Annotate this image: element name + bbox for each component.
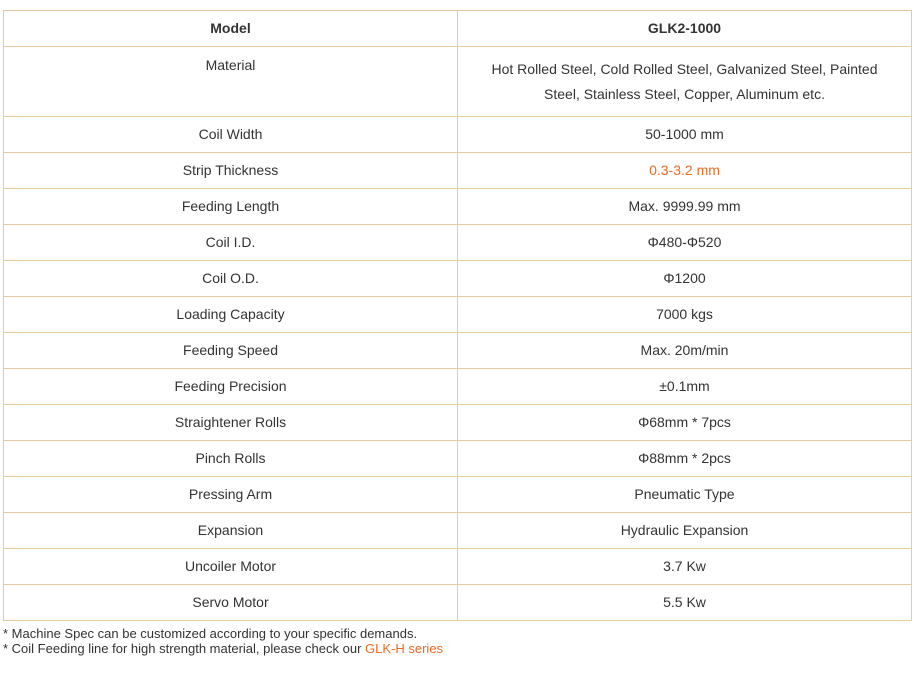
table-header-row [4,11,912,47]
row-value-highlight: 0.3-3.2 mm [458,153,912,189]
row-label: Straightener Rolls [4,405,458,441]
row-value: Φ480-Φ520 [458,225,912,261]
row-label: Strip Thickness [4,153,458,189]
row-label: Coil I.D. [4,225,458,261]
row-value: 50-1000 mm [458,117,912,153]
table-row [4,585,912,621]
table-row [4,477,912,513]
row-label: Uncoiler Motor [4,549,458,585]
table-row [4,369,912,405]
table-row [4,225,912,261]
row-label: Expansion [4,513,458,549]
row-value: Max. 20m/min [458,333,912,369]
table-row [4,333,912,369]
row-value: Max. 9999.99 mm [458,189,912,225]
table-row [4,117,912,153]
row-value: Hydraulic Expansion [458,513,912,549]
table-row [4,297,912,333]
header-label: Model [4,11,458,47]
row-value: 5.5 Kw [458,585,912,621]
row-value: Φ88mm * 2pcs [458,441,912,477]
spec-table [3,10,912,621]
table-row [4,261,912,297]
header-model: GLK2-1000 [458,11,912,47]
row-label: Loading Capacity [4,297,458,333]
row-label: Pinch Rolls [4,441,458,477]
table-row [4,189,912,225]
row-label: Feeding Speed [4,333,458,369]
footnote-high-strength [3,641,443,656]
row-label: Servo Motor [4,585,458,621]
row-label: Feeding Length [4,189,458,225]
table-row [4,405,912,441]
row-value: Hot Rolled Steel, Cold Rolled Steel, Galvanized Steel, Painted Steel, Stainless Steel, Copper, Aluminum etc. [458,47,912,117]
table-row [4,441,912,477]
row-value: Φ68mm * 7pcs [458,405,912,441]
row-label: Coil O.D. [4,261,458,297]
table-row [4,47,912,117]
table-row [4,549,912,585]
glk-h-series-link[interactable]: GLK-H series [365,641,444,656]
row-label: Pressing Arm [4,477,458,513]
row-label: Feeding Precision [4,369,458,405]
footnote-customization: * Machine Spec can be customized according to your specific demands. [3,626,418,641]
row-value: 3.7 Kw [458,549,912,585]
row-label: Material [4,47,458,117]
row-label: Coil Width [4,117,458,153]
row-value: ±0.1mm [458,369,912,405]
row-value: 7000 kgs [458,297,912,333]
footnote-text: * Coil Feeding line for high strength material, please check our [3,641,366,656]
table-row [4,513,912,549]
footnotes [3,626,443,656]
row-value: Pneumatic Type [458,477,912,513]
table-row [4,153,912,189]
row-value: Φ1200 [458,261,912,297]
